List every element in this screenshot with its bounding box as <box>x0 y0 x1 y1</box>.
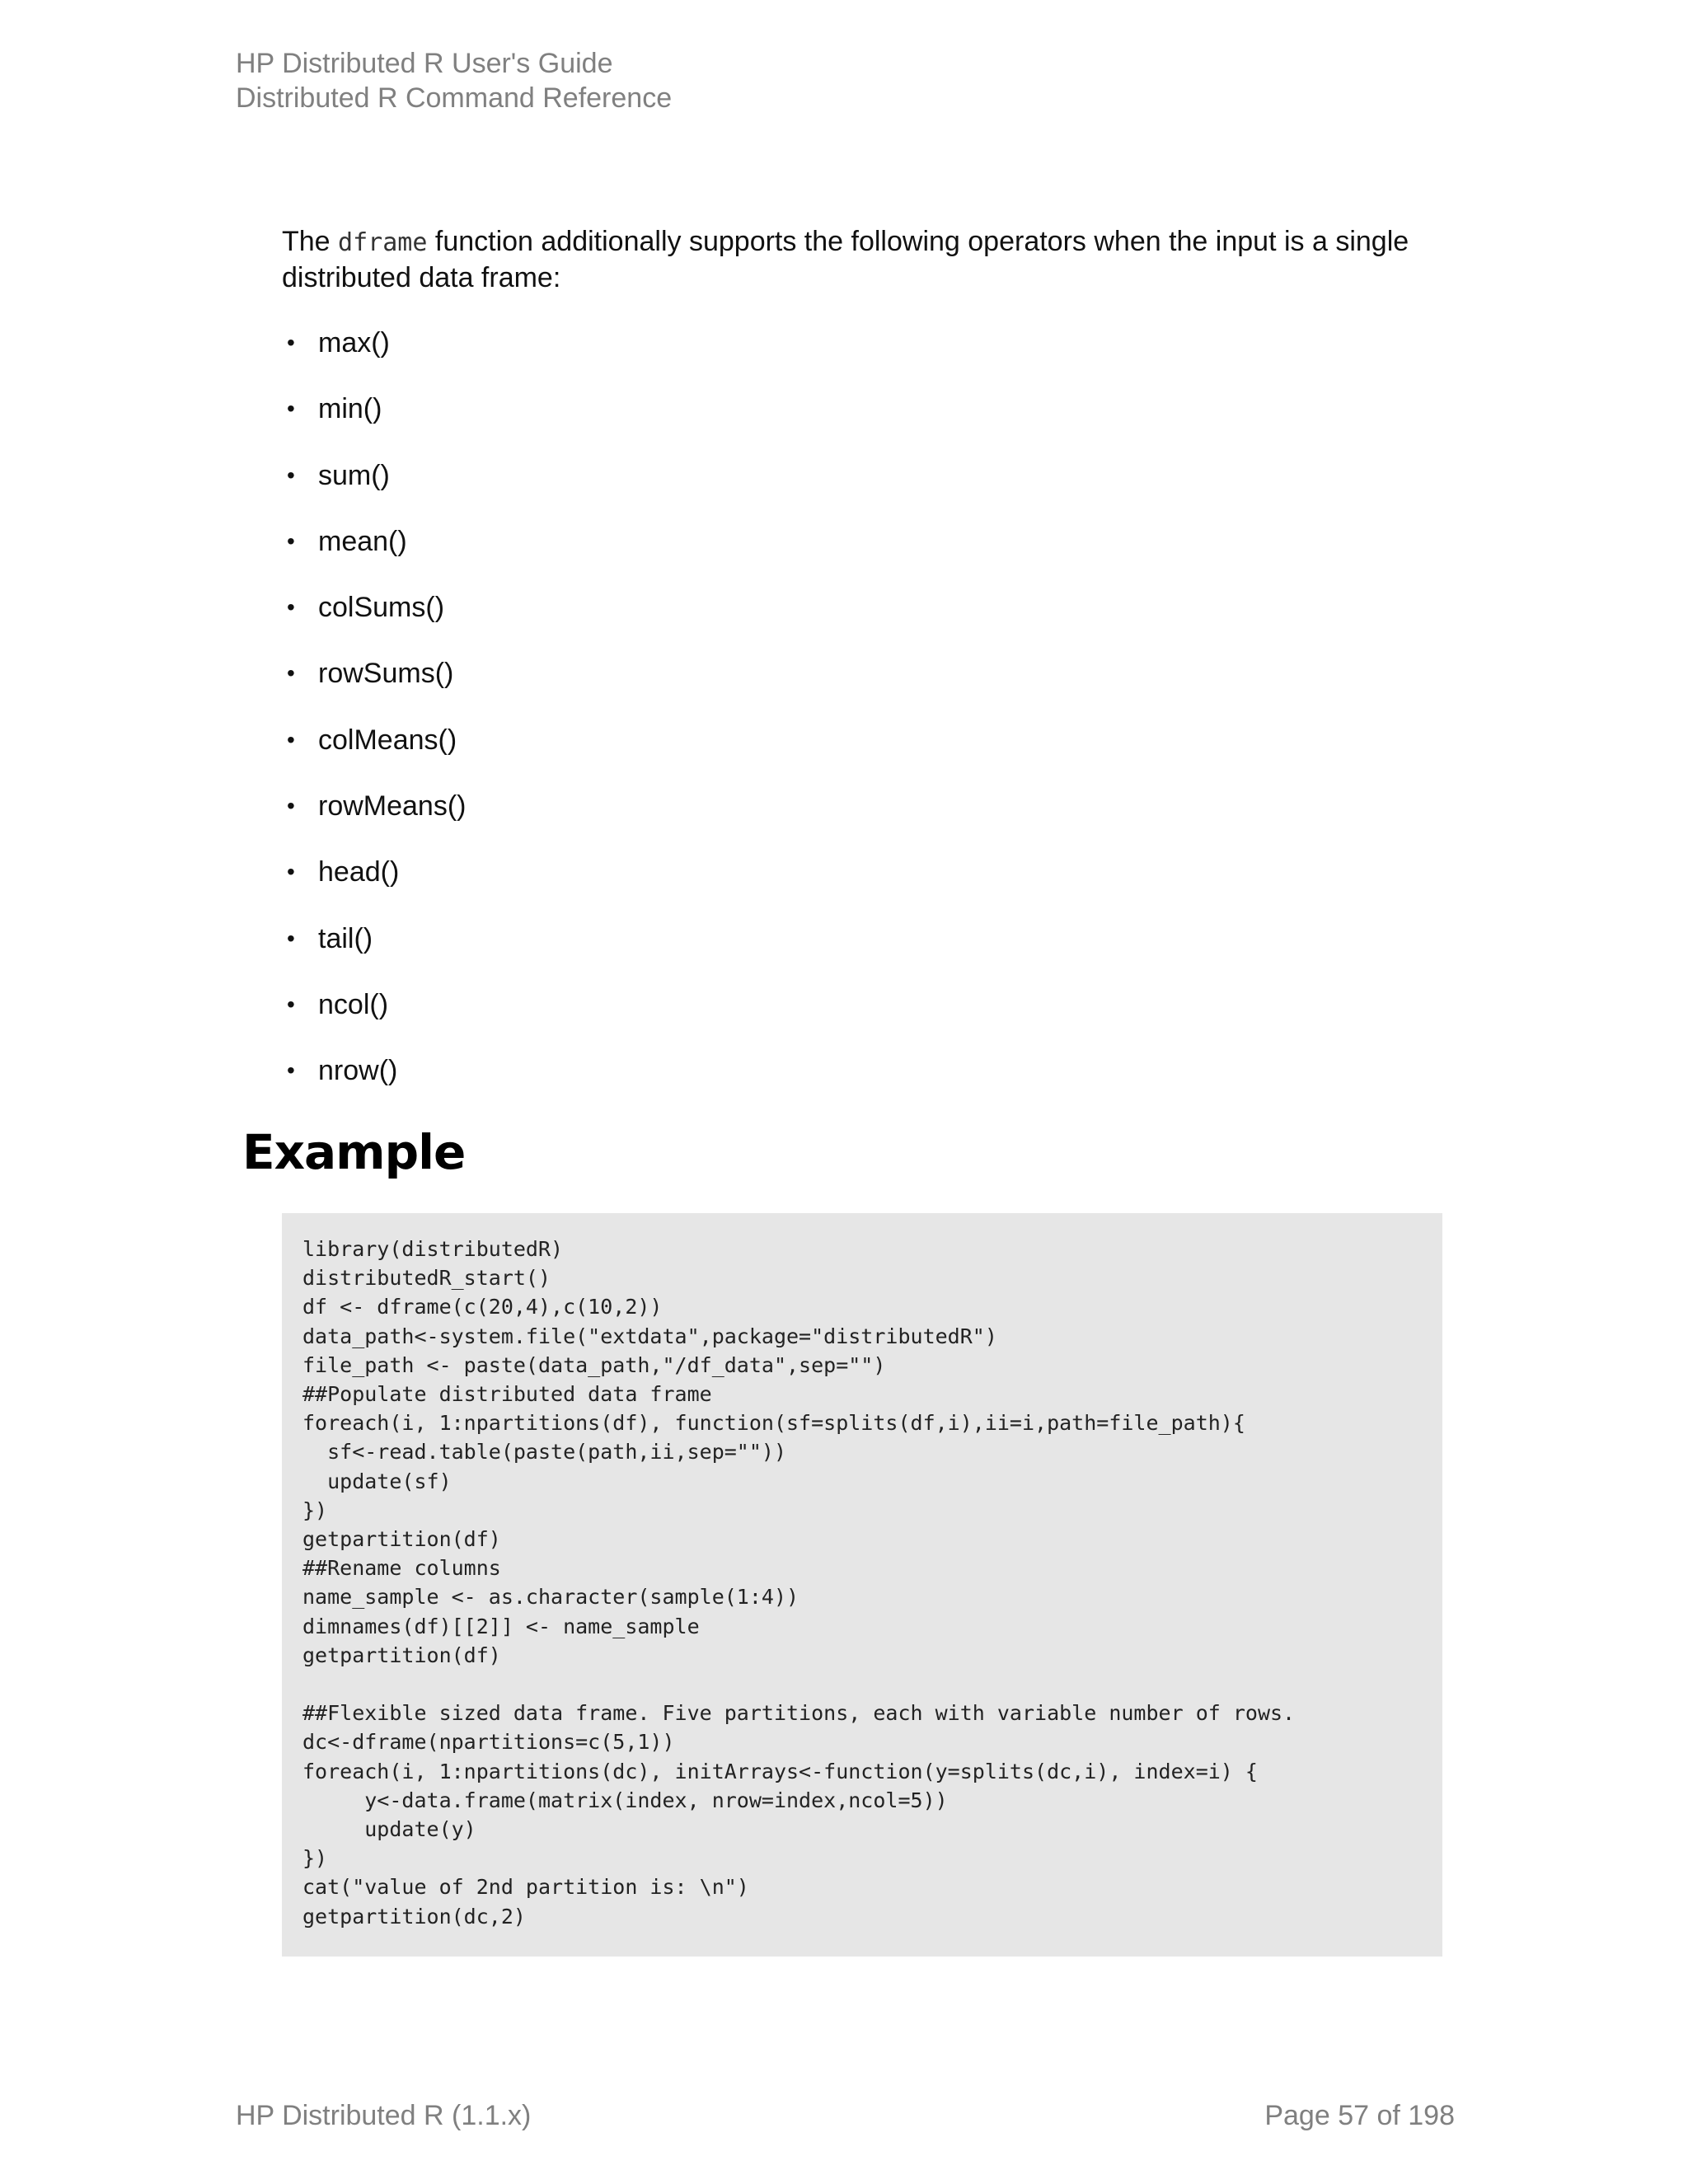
operator-name: tail() <box>318 922 373 954</box>
bullet-icon: • <box>287 793 295 819</box>
list-item <box>282 855 466 921</box>
footer-product: HP Distributed R (1.1.x) <box>236 2100 532 2131</box>
operator-name: head() <box>318 856 400 888</box>
operator-name: colSums() <box>318 592 445 624</box>
operator-name: min() <box>318 393 382 425</box>
list-item <box>282 391 466 457</box>
list-item <box>282 921 466 987</box>
operator-name: nrow() <box>318 1055 398 1087</box>
list-item <box>282 1053 466 1119</box>
guide-title: HP Distributed R User's Guide <box>236 48 613 79</box>
bullet-icon: • <box>287 859 295 885</box>
bullet-icon: • <box>287 925 295 951</box>
operator-list <box>282 326 466 1120</box>
list-item <box>282 723 466 789</box>
section-title: Distributed R Command Reference <box>236 82 673 114</box>
bullet-icon: • <box>287 1057 295 1084</box>
list-item <box>282 590 466 656</box>
operator-name: max() <box>318 327 390 359</box>
operator-name: ncol() <box>318 988 389 1020</box>
operator-name: colMeans() <box>318 724 457 756</box>
running-header <box>236 46 672 115</box>
operator-name: mean() <box>318 525 407 557</box>
example-heading: Example <box>242 1124 466 1180</box>
operator-name: rowMeans() <box>318 790 467 823</box>
list-item <box>282 326 466 391</box>
list-item <box>282 656 466 722</box>
list-item <box>282 524 466 590</box>
bullet-icon: • <box>287 330 295 355</box>
inline-code-dframe: dframe <box>338 228 428 257</box>
list-item <box>282 458 466 524</box>
operator-name: rowSums() <box>318 658 454 690</box>
intro-text-after: function additionally supports the following operators when the input is a single distributed data frame: <box>282 226 1409 293</box>
footer-page-number: Page 57 of 198 <box>1264 2100 1455 2131</box>
bullet-icon: • <box>287 726 295 752</box>
code-example-text: library(distributedR) distributedR_start() df <- dframe(c(20,4),c(10,2)) data_path<-system.file("extdata",package="distributedR") file_path <- paste(data_path,"/df_data",sep="") ##Populate distributed data frame foreach(i, 1:npartitions(df), function(sf=splits(df,i),ii=i,path=file_path){ sf<-read.table(paste(path,ii,sep="")) update(sf) }) getpartition(df) ##Rename columns name_sample <- as.character(sample(1:4)) dimnames(df)[[2]] <- name_sample getpartition(df) ##Flexible sized data frame. Five partitions, each with variable number of rows. dc<-dframe(npartitions=c(5,1)) foreach(i, 1:npartitions(dc), initArrays<-function(y=splits(dc,i), index=i) { y<-data.frame(matrix(index, nrow=index,ncol=5)) update(y) }) cat("value of 2nd partition is: \n") getpartition(dc,2) <box>302 1237 1296 1929</box>
operator-name: sum() <box>318 459 390 491</box>
bullet-icon: • <box>287 527 295 554</box>
intro-text-before: The <box>282 226 339 257</box>
bullet-icon: • <box>287 660 295 687</box>
bullet-icon: • <box>287 594 295 621</box>
bullet-icon: • <box>287 462 295 488</box>
intro-paragraph <box>282 224 1452 295</box>
bullet-icon: • <box>287 991 295 1017</box>
code-example-block <box>282 1213 1442 1957</box>
list-item <box>282 789 466 855</box>
bullet-icon: • <box>287 396 295 422</box>
list-item <box>282 987 466 1053</box>
